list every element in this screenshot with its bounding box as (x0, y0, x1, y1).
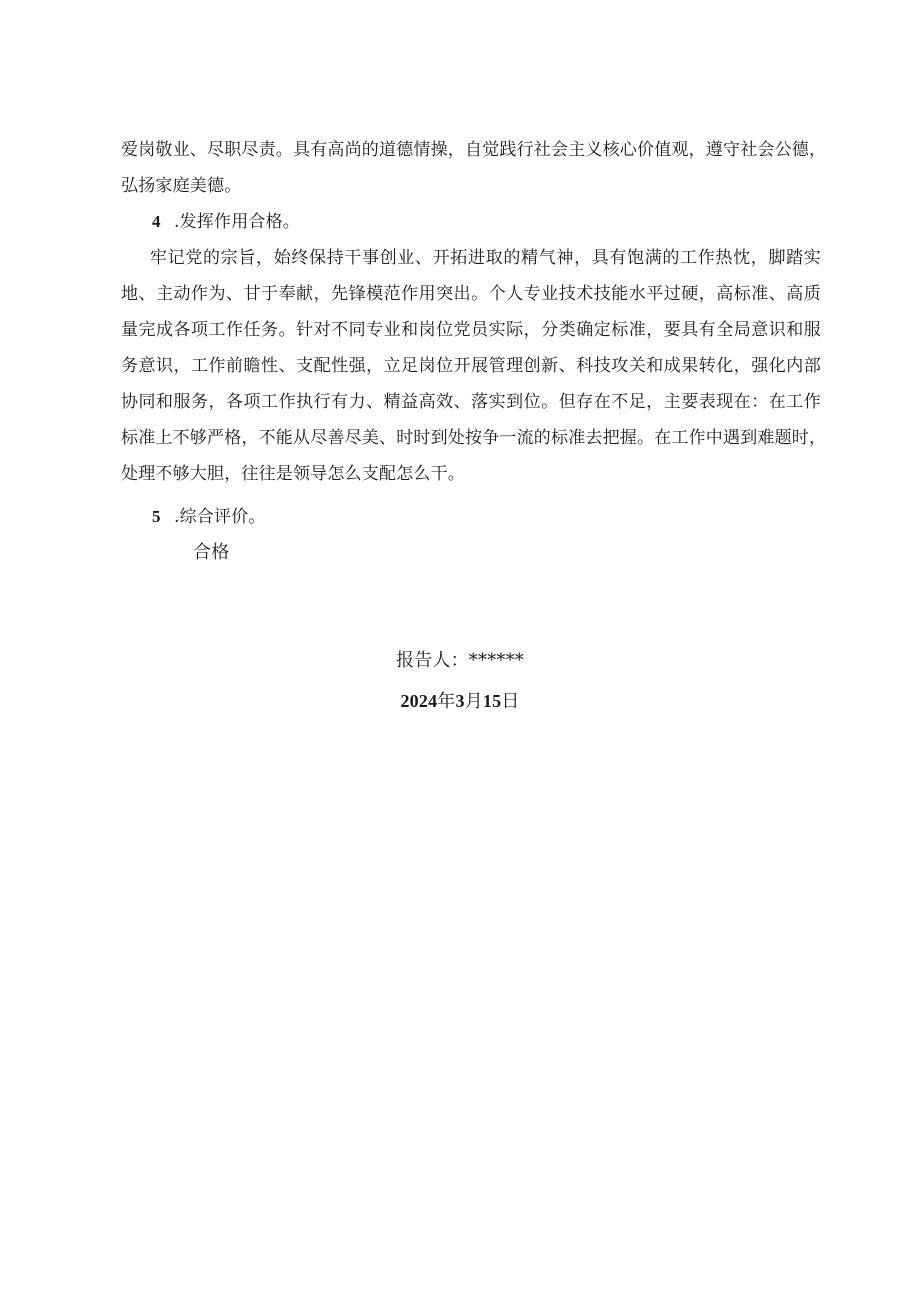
date-day-unit: 日 (501, 691, 520, 712)
reporter-line: 报告人：****** (396, 650, 524, 671)
date-day: 15 (482, 691, 502, 711)
date-year: 2024 (400, 691, 438, 711)
section-4-heading (152, 211, 752, 233)
intro-line-1: 爱岗敬业、尽职尽责。具有高尚的道德情操，自觉践行社会主义核心价值观，遵守社会公德， (121, 140, 827, 160)
section-4-line-6: 标准上不够严格，不能从尽善尽美、时时到处按争一流的标准去把握。在工作中遇到难题时， (121, 428, 827, 448)
date-month: 3 (455, 691, 465, 711)
section-4-line-4: 务意识，工作前瞻性、支配性强，立足岗位开展管理创新、科技攻关和成果转化，强化内部 (121, 356, 821, 376)
section-4-line-7: 处理不够大胆，往往是领导怎么支配怎么干。 (121, 464, 465, 484)
date-month-unit: 月 (464, 691, 483, 712)
intro-line-2: 弘扬家庭美德。 (121, 176, 242, 196)
report-date (0, 690, 920, 713)
section-4-line-3: 量完成各项工作任务。针对不同专业和岗位党员实际，分类确定标准，要具有全局意识和服 (121, 320, 821, 340)
date-year-unit: 年 (437, 691, 456, 712)
section-5-number: 5 (152, 507, 161, 526)
section-4-line-5: 协同和服务，各项工作执行有力、精益高效、落实到位。但存在不足，主要表现在：在工作 (121, 392, 821, 412)
section-5-title: .综合评价。 (174, 507, 266, 527)
section-4-line-1: 牢记党的宗旨，始终保持干事创业、开拓进取的精气神，具有饱满的工作热忱，脚踏实 (150, 248, 821, 268)
section-4-title: .发挥作用合格。 (174, 212, 301, 232)
section-5-heading (152, 506, 752, 528)
section-4-line-2: 地、主动作为、甘于奉献，先锋模范作用突出。个人专业技术技能水平过硬，高标准、高质 (121, 284, 821, 304)
section-4-number: 4 (152, 212, 161, 231)
section-5-answer: 合格 (193, 542, 230, 563)
